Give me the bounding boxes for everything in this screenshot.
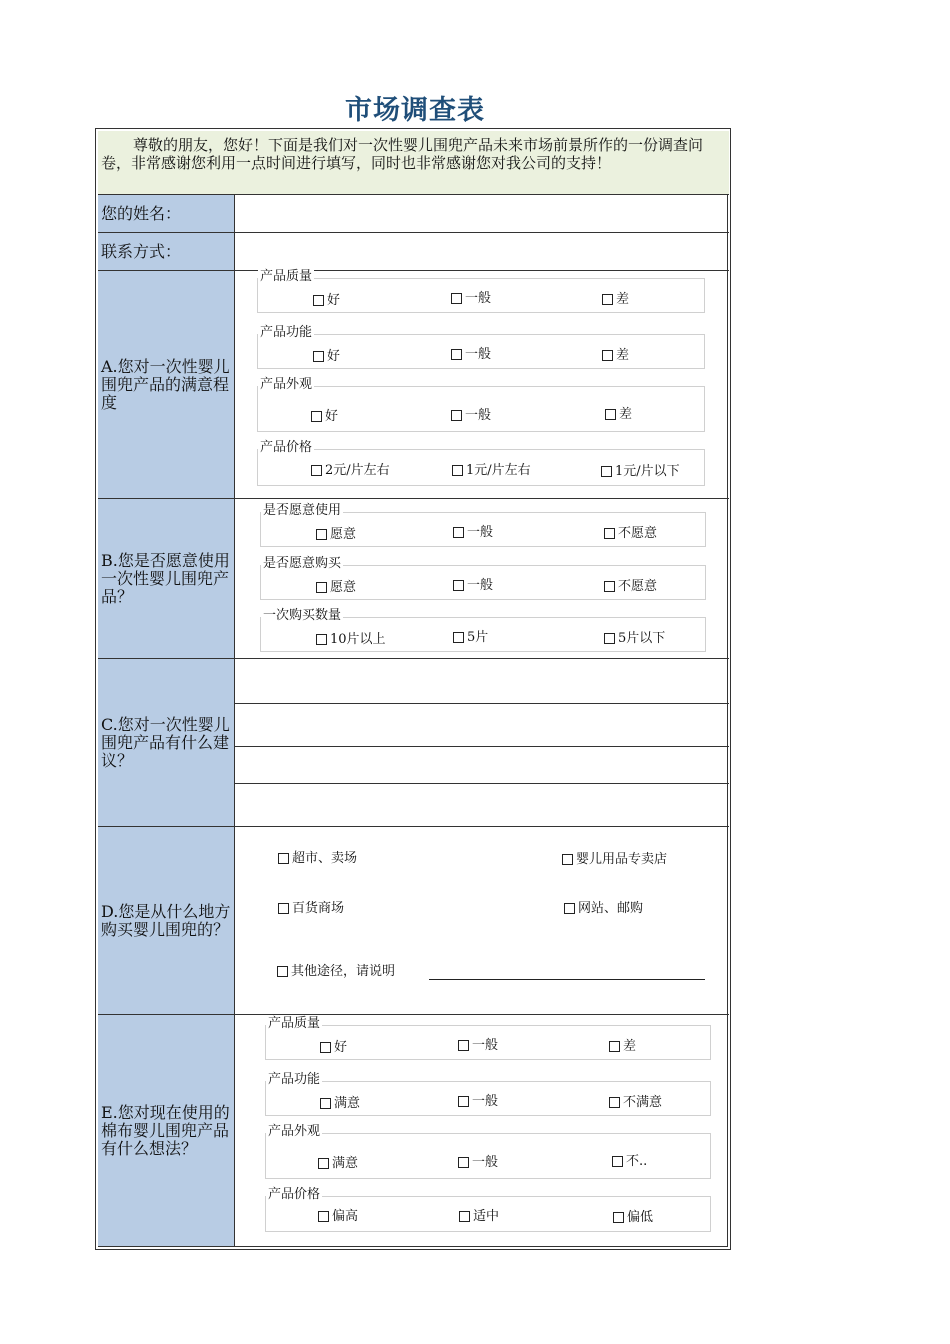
checkbox-icon[interactable]	[277, 966, 288, 977]
option-label: 满意	[332, 1156, 359, 1171]
option-checkbox[interactable]	[613, 1210, 653, 1225]
option-label: 不..	[626, 1154, 648, 1169]
option-checkbox[interactable]	[564, 901, 643, 916]
checkbox-icon[interactable]	[316, 582, 327, 593]
option-label: 差	[616, 348, 630, 363]
option-label: 2元/片左右	[325, 463, 390, 478]
option-checkbox[interactable]	[453, 578, 493, 593]
suggestion-line-1[interactable]	[235, 659, 729, 704]
option-checkbox[interactable]	[316, 527, 356, 542]
option-label: 好	[325, 409, 339, 424]
checkbox-icon[interactable]	[453, 632, 464, 643]
checkbox-icon[interactable]	[604, 528, 615, 539]
option-label: 不满意	[623, 1095, 663, 1110]
option-label: 偏低	[627, 1210, 654, 1225]
checkbox-icon[interactable]	[458, 1096, 469, 1107]
option-checkbox[interactable]	[313, 293, 340, 308]
option-checkbox[interactable]	[459, 1209, 499, 1224]
checkbox-icon[interactable]	[313, 295, 324, 306]
option-checkbox[interactable]	[311, 409, 338, 424]
group-title: 产品功能	[260, 325, 313, 340]
option-checkbox[interactable]	[316, 580, 356, 595]
option-label: 一般	[472, 1155, 499, 1170]
checkbox-icon[interactable]	[311, 411, 322, 422]
option-label: 不愿意	[618, 579, 658, 594]
option-label: 网站、邮购	[578, 901, 644, 916]
option-checkbox[interactable]	[320, 1040, 347, 1055]
checkbox-icon[interactable]	[453, 580, 464, 591]
intro-text	[98, 131, 729, 195]
option-checkbox[interactable]	[602, 292, 629, 307]
option-label: 不愿意	[618, 526, 658, 541]
option-label: 超市、卖场	[292, 851, 358, 866]
checkbox-icon[interactable]	[612, 1156, 623, 1167]
checkbox-icon[interactable]	[318, 1211, 329, 1222]
group-title: 是否愿意购买	[263, 556, 342, 571]
suggestion-line-2[interactable]	[235, 704, 729, 747]
option-checkbox[interactable]	[604, 526, 657, 541]
option-checkbox[interactable]	[451, 408, 491, 423]
group-title: 一次购买数量	[263, 608, 342, 623]
contact-field[interactable]	[235, 233, 729, 271]
group-title: 产品价格	[268, 1187, 321, 1202]
section-e-label: E.您对现在使用的棉布婴儿围兜产品有什么想法？	[98, 1015, 235, 1247]
option-label: 1元/片左右	[466, 463, 531, 478]
checkbox-icon[interactable]	[453, 527, 464, 538]
option-checkbox[interactable]	[311, 463, 390, 478]
name-label: 您的姓名：	[98, 195, 235, 233]
option-checkbox[interactable]	[609, 1039, 636, 1054]
option-label: 5片以下	[618, 631, 666, 646]
option-label: 一般	[465, 408, 492, 423]
name-field[interactable]	[235, 195, 729, 233]
option-checkbox[interactable]	[605, 407, 632, 422]
checkbox-icon[interactable]	[609, 1041, 620, 1052]
option-checkbox[interactable]	[562, 852, 667, 867]
checkbox-icon[interactable]	[562, 854, 573, 865]
option-label: 好	[327, 293, 341, 308]
checkbox-icon[interactable]	[602, 294, 613, 305]
checkbox-icon[interactable]	[458, 1157, 469, 1168]
checkbox-icon[interactable]	[605, 409, 616, 420]
option-checkbox[interactable]	[612, 1154, 647, 1169]
section-b-label: B.您是否愿意使用一次性婴儿围兜产品？	[98, 499, 235, 659]
checkbox-icon[interactable]	[318, 1158, 329, 1169]
option-checkbox[interactable]	[451, 291, 491, 306]
option-checkbox[interactable]	[604, 579, 657, 594]
option-checkbox[interactable]	[320, 1096, 360, 1111]
checkbox-icon[interactable]	[564, 903, 575, 914]
checkbox-icon[interactable]	[278, 853, 289, 864]
checkbox-icon[interactable]	[451, 293, 462, 304]
page-title: 市场调查表	[345, 95, 485, 126]
checkbox-icon[interactable]	[320, 1098, 331, 1109]
option-label: 愿意	[330, 580, 357, 595]
group-title: 产品质量	[260, 269, 313, 284]
option-label: 一般	[467, 578, 494, 593]
checkbox-icon[interactable]	[320, 1042, 331, 1053]
checkbox-icon[interactable]	[451, 410, 462, 421]
option-label: 差	[623, 1039, 637, 1054]
checkbox-icon[interactable]	[613, 1212, 624, 1223]
checkbox-icon[interactable]	[316, 529, 327, 540]
suggestion-line-4[interactable]	[235, 784, 729, 827]
option-checkbox[interactable]	[277, 964, 395, 979]
option-checkbox[interactable]	[601, 464, 680, 479]
option-checkbox[interactable]	[602, 348, 629, 363]
option-label: 一般	[472, 1038, 499, 1053]
option-label: 一般	[467, 525, 494, 540]
option-checkbox[interactable]	[458, 1094, 498, 1109]
checkbox-icon[interactable]	[311, 465, 322, 476]
checkbox-icon[interactable]	[313, 351, 324, 362]
option-label: 愿意	[330, 527, 357, 542]
option-label: 偏高	[332, 1209, 359, 1224]
checkbox-icon[interactable]	[601, 466, 612, 477]
option-checkbox[interactable]	[318, 1156, 358, 1171]
option-checkbox[interactable]	[609, 1095, 662, 1110]
option-checkbox[interactable]	[451, 347, 491, 362]
contact-label: 联系方式：	[98, 233, 235, 271]
option-checkbox[interactable]	[453, 630, 488, 645]
group-title: 产品外观	[268, 1124, 321, 1139]
checkbox-icon[interactable]	[609, 1097, 620, 1108]
option-label: 婴儿用品专卖店	[576, 852, 668, 867]
checkbox-icon[interactable]	[316, 634, 327, 645]
option-label: 差	[619, 407, 633, 422]
option-checkbox[interactable]	[316, 632, 386, 647]
option-label: 一般	[465, 291, 492, 306]
option-checkbox[interactable]	[452, 463, 531, 478]
option-checkbox[interactable]	[458, 1038, 498, 1053]
option-label: 百货商场	[292, 901, 345, 916]
other-explain-field[interactable]	[429, 979, 705, 980]
group-title: 产品质量	[268, 1016, 321, 1031]
checkbox-icon[interactable]	[602, 350, 613, 361]
section-c-label: C.您对一次性婴儿围兜产品有什么建议？	[98, 659, 235, 827]
checkbox-icon[interactable]	[604, 633, 615, 644]
checkbox-icon[interactable]	[278, 903, 289, 914]
option-label: 其他途径，请说明	[291, 964, 396, 979]
option-checkbox[interactable]	[318, 1209, 358, 1224]
option-label: 好	[327, 349, 341, 364]
option-label: 1元/片以下	[615, 464, 680, 479]
option-label: 好	[334, 1040, 348, 1055]
option-checkbox[interactable]	[604, 631, 665, 646]
option-checkbox[interactable]	[313, 349, 340, 364]
checkbox-icon[interactable]	[458, 1040, 469, 1051]
checkbox-icon[interactable]	[459, 1211, 470, 1222]
option-checkbox[interactable]	[278, 901, 344, 916]
group-title: 产品外观	[260, 377, 313, 392]
section-d-label: D.您是从什么地方购买婴儿围兜的？	[98, 827, 235, 1015]
section-a-label: A.您对一次性婴儿围兜产品的满意程度	[98, 271, 235, 499]
checkbox-icon[interactable]	[451, 349, 462, 360]
checkbox-icon[interactable]	[604, 581, 615, 592]
option-label: 差	[616, 292, 630, 307]
option-checkbox[interactable]	[453, 525, 493, 540]
option-checkbox[interactable]	[458, 1155, 498, 1170]
suggestion-line-3[interactable]	[235, 747, 729, 784]
option-label: 一般	[472, 1094, 499, 1109]
group-title: 是否愿意使用	[263, 503, 342, 518]
option-label: 10片以上	[330, 632, 386, 647]
option-label: 满意	[334, 1096, 361, 1111]
group-title: 产品价格	[260, 440, 313, 455]
intro-paragraph: 尊敬的朋友，您好！下面是我们对一次性婴儿围兜产品未来市场前景所作的一份调查问卷，非常感谢您利用一点时间进行填写，同时也非常感谢您对我公司的支持！	[101, 136, 704, 172]
checkbox-icon[interactable]	[452, 465, 463, 476]
option-checkbox[interactable]	[278, 851, 357, 866]
group-title: 产品功能	[268, 1072, 321, 1087]
option-label: 一般	[465, 347, 492, 362]
option-label: 5片	[467, 630, 489, 645]
option-label: 适中	[473, 1209, 500, 1224]
